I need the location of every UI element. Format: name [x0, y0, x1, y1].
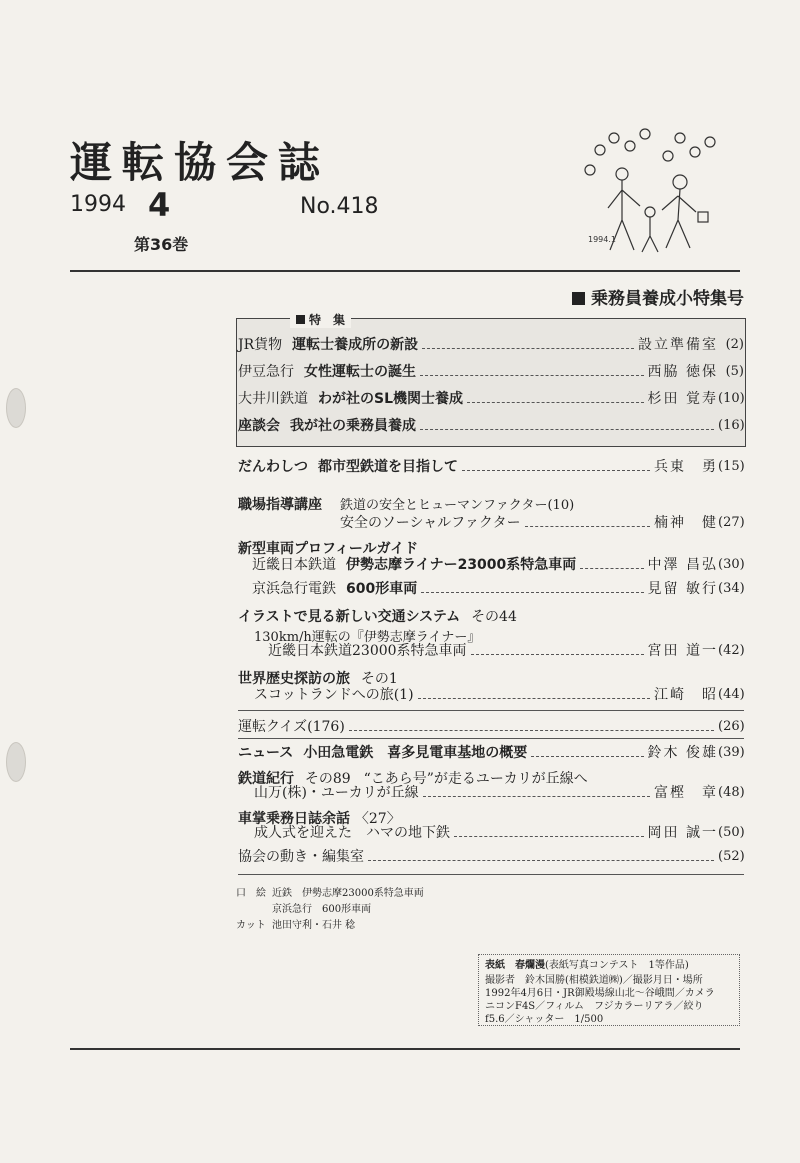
feature-page: (10) [718, 390, 745, 406]
divider [238, 874, 744, 875]
danwa-entry[interactable] [238, 456, 744, 476]
issue-number: No.418 [300, 194, 379, 219]
entry-title: 600形車両 [346, 581, 418, 597]
entry-page: (44) [718, 686, 745, 702]
profile-item[interactable] [238, 578, 744, 598]
feature-title: 女性運転士の誕生 [304, 364, 416, 380]
entry-page: (15) [718, 458, 745, 474]
entry-author: 鈴木 俊雄 [647, 745, 718, 761]
section-label: ニュース [238, 745, 294, 761]
entry-title: 成人式を迎えた ハマの地下鉄 [254, 825, 450, 841]
divider [238, 738, 744, 739]
cover-contest: (表紙写真コンテスト 1等作品) [545, 960, 689, 971]
feature-author: 杉田 覚寿 [647, 391, 718, 407]
leader-dots [418, 698, 650, 699]
volume-number: 第36巻 [134, 235, 189, 254]
shokuba-entry[interactable] [238, 512, 744, 532]
feature-author: 西脇 徳保 [647, 364, 718, 380]
leader-dots [471, 654, 644, 655]
special-issue-text: 乗務員養成小特集号 [591, 289, 744, 309]
entry-title: スコットランドへの旅(1) [254, 687, 414, 703]
shasho-label-text: 車掌乗務日誌余話 [238, 811, 350, 827]
kiko-label-text: 鉄道紀行 [238, 771, 294, 787]
entry-page: (50) [718, 824, 745, 840]
shokuba-line1[interactable]: 鉄道の安全とヒューマンファクター(10) [340, 498, 575, 513]
leader-dots [368, 860, 714, 861]
entry-company: 京浜急行電鉄 [252, 581, 336, 597]
entry-page: (52) [718, 848, 745, 864]
entry-page: (30) [718, 556, 745, 572]
issue-month: 4 [148, 186, 171, 224]
leader-dots [422, 348, 634, 349]
entry-title: 伊勢志摩ライナー23000系特急車両 [346, 557, 577, 573]
entry-author: 富樫 章 [654, 785, 718, 801]
leader-dots [421, 592, 643, 593]
shokuba-label: 職場指導講座 [238, 497, 322, 513]
cut-label: カット [236, 920, 266, 931]
shasho-number: 〈27〉 [354, 811, 401, 827]
feature-page: (16) [718, 417, 745, 433]
feature-company: 大井川鉄道 [238, 391, 308, 407]
kiko-number: その89 [304, 771, 351, 787]
history-entry[interactable] [238, 684, 744, 704]
entry-author: 宮田 道一 [647, 643, 718, 659]
entry-title: 都市型鉄道を目指して [318, 459, 458, 475]
entry-author: 岡田 誠一 [647, 825, 718, 841]
entry-page: (27) [718, 514, 745, 530]
entry-title: 運転クイズ(176) [238, 719, 345, 735]
feature-page: (2) [725, 336, 744, 352]
shasho-entry[interactable] [238, 822, 744, 842]
entry-page: (26) [718, 718, 745, 734]
history-label-text: 世界歴史探訪の旅 [238, 671, 350, 687]
cover-illustration [570, 120, 730, 260]
illust-label-text: イラストで見る新しい交通システム [238, 609, 461, 625]
feature-item[interactable] [238, 361, 744, 381]
kiko-subtitle: “こあら号”が走るユーカリが丘線へ [363, 771, 588, 787]
feature-title: 運転士養成所の新設 [292, 337, 419, 353]
feature-item[interactable] [238, 334, 744, 354]
special-issue-heading [572, 284, 744, 309]
entry-author: 江崎 昭 [654, 687, 718, 703]
entry-page: (39) [718, 744, 745, 760]
entry-author: 中澤 昌弘 [647, 557, 718, 573]
square-bullet-icon [296, 315, 305, 324]
entry-company: 近畿日本鉄道 [252, 557, 336, 573]
feature-label-text: 特 集 [309, 313, 346, 327]
kyokai-entry[interactable] [238, 846, 744, 866]
entry-title: 近畿日本鉄道23000系特急車両 [268, 643, 467, 659]
entry-page: (34) [718, 580, 745, 596]
feature-company: 座談会 [238, 418, 280, 434]
cover-text: 撮影者 鈴木国勝(相模鉄道㈱)／撮影月日・場所 1992年4月6日・JR御殿場線山北～谷峨間／カメラ ニコンF4S／フィルム フジカラーリアラ／絞り f5.6／シャッター 1/500 [485, 975, 725, 1025]
leader-dots [420, 429, 714, 430]
cut-credit: 池田守利・石井 稔 [272, 920, 356, 931]
feature-author: 設立準備室 [638, 337, 718, 353]
history-number: その1 [360, 671, 398, 687]
magazine-title: 運転協会誌 [70, 138, 331, 187]
leader-dots [462, 470, 650, 471]
entry-author: 楠神 健 [654, 515, 718, 531]
entry-author: 兵東 勇 [654, 459, 718, 475]
divider [238, 710, 744, 711]
entry-title: 山万(株)・ユーカリが丘線 [254, 785, 419, 801]
leader-dots [420, 375, 644, 376]
illustration-signature: 1994.1 [588, 235, 616, 244]
feature-item[interactable] [238, 388, 744, 408]
entry-title: 協会の動き・編集室 [238, 849, 364, 865]
binder-hole-top [6, 388, 26, 428]
feature-label [290, 311, 351, 328]
cover-credit-box [478, 954, 740, 1026]
feature-page: (5) [725, 363, 744, 379]
cover-heading: 表紙 春爛漫 [485, 960, 545, 971]
entry-page: (42) [718, 642, 745, 658]
binder-hole-bottom [6, 742, 26, 782]
square-bullet-icon [572, 292, 585, 305]
feature-title: 我が社の乗務員養成 [290, 418, 416, 434]
news-entry[interactable] [238, 742, 744, 762]
kuchie-line1: 近鉄 伊勢志摩23000系特急車両 [272, 888, 424, 899]
illust-number: その44 [471, 609, 517, 625]
kiko-entry[interactable] [238, 782, 744, 802]
masthead-rule [70, 270, 740, 272]
entry-page: (48) [718, 784, 745, 800]
illust-label [238, 606, 517, 626]
quiz-entry[interactable] [238, 716, 744, 736]
entry-title: 小田急電鉄 喜多見電車基地の概要 [303, 745, 528, 761]
section-label: だんわしつ [238, 459, 308, 475]
leader-dots [423, 796, 650, 797]
issue-year: 1994 [70, 192, 126, 217]
entry-author: 見留 敏行 [647, 581, 718, 597]
kuchie-line2: 京浜急行 600形車両 [272, 904, 372, 915]
feature-company: 伊豆急行 [238, 364, 294, 380]
profile-item[interactable] [238, 554, 744, 574]
leader-dots [531, 756, 643, 757]
leader-dots [349, 730, 714, 731]
profile-label: 新型車両プロフィールガイド [238, 541, 419, 557]
feature-item[interactable] [238, 415, 744, 435]
illust-entry[interactable] [238, 640, 744, 660]
leader-dots [467, 402, 644, 403]
leader-dots [454, 836, 644, 837]
leader-dots [580, 568, 643, 569]
entry-title: 安全のソーシャルファクター [340, 515, 521, 531]
credits [236, 886, 424, 934]
kuchie-label: 口 絵 [236, 888, 266, 899]
feature-title: わが社のSL機関士養成 [318, 391, 464, 407]
footer-rule [70, 1048, 740, 1050]
leader-dots [525, 526, 650, 527]
feature-company: JR貨物 [238, 337, 283, 353]
illust-line1[interactable]: 130km/h運転の『伊勢志摩ライナー』 [254, 630, 481, 645]
